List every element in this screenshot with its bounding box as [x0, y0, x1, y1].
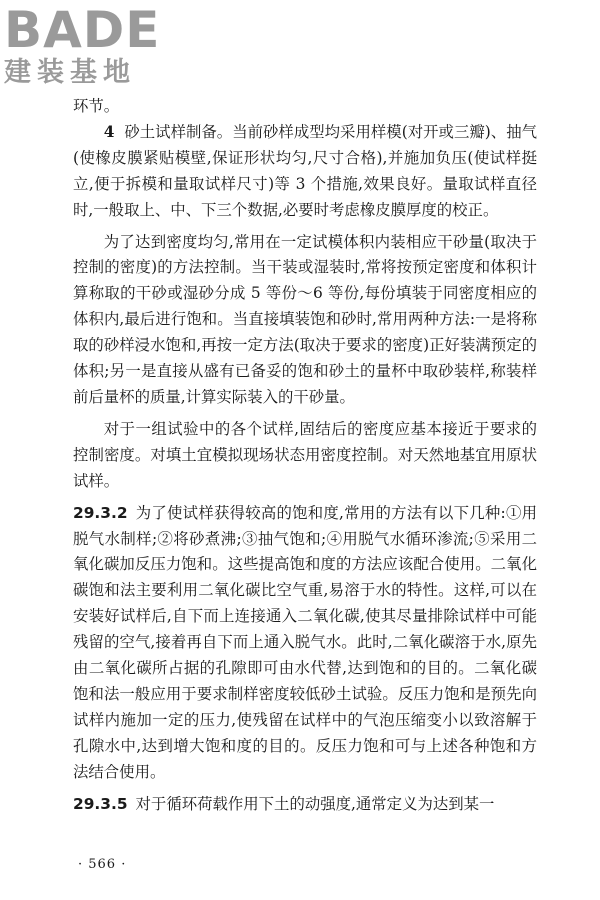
logo-subtitle: 建装基地: [4, 57, 136, 88]
paragraph: 对于一组试验中的各个试样,固结后的密度应基本接近于要求的控制密度。对填土宜模拟现场状态用密度控制。对天然地基宜用原状试样。: [73, 419, 537, 490]
item-number: 4: [103, 122, 115, 141]
paragraph: 环节。: [73, 97, 120, 115]
paragraph: 4 砂土试样制备。当前砂样成型均采用样模(对开或三瓣)、抽气(使橡皮膜紧贴模壁,保证形状均匀,尺寸合格),并施加负压(使试样挺立,便于拆模和量取试样尺寸)等 3 个措施,效果良好。量取试样直径时,一般取上、中、下三个数据,必要时考虑橡皮膜厚度的校正。: [73, 122, 537, 219]
section-number: 29.3.5: [73, 794, 128, 813]
paragraph: 为了达到密度均匀,常用在一定试模体积内装相应干砂量(取决于控制的密度)的方法控制。当干装或湿装时,常将按预定密度和体积计算称取的干砂或湿砂分成 5 等份～6 等份,每份填装于同密度相应的体积内,最后进行饱和。当直接填装饱和砂时,常用两种方法:一是将称取的砂样浸水饱和,再按一定方法(取决于要求的密度)正好装满预定的体积;另一是直接从盛有已备妥的饱和砂土的量杯中取砂装样,称装样前后量杯的质量,计算实际装入的干砂量。: [73, 232, 537, 406]
section-paragraph: 29.3.5 对于循环荷载作用下土的动强度,通常定义为达到某一: [73, 794, 495, 813]
section-paragraph: 29.3.2 为了使试样获得较高的饱和度,常用的方法有以下几种:①用脱气水制样;②将砂煮沸;③抽气饱和;④用脱气水循环渗流;⑤采用二氧化碳加反压力饱和。这些提高饱和度的方法应该配合使用。二氧化碳饱和法主要利用二氧化碳比空气重,易溶于水的特性。这样,可以在安装好试样后,自下而上连接通入二氧化碳,使其尽量排除试样中可能残留的空气,接着再自下而上通入脱气水。此时,二氧化碳溶于水,原先由二氧化碳所占据的孔隙即可由水代替,达到饱和的目的。二氧化碳饱和法一般应用于要求制样密度较低砂土试验。反压力饱和是预先向试样内施加一定的压力,使残留在试样中的气泡压缩变小以致溶解于孔隙水中,达到增大饱和度的目的。反压力饱和可与上述各种饱和方法结合使用。: [73, 503, 537, 781]
logo-wordmark: BADE: [4, 1, 161, 59]
publisher-logo: [4, 1, 179, 92]
page-body: [73, 94, 537, 817]
page-number: · 566 ·: [78, 857, 127, 872]
section-number: 29.3.2: [73, 503, 128, 522]
